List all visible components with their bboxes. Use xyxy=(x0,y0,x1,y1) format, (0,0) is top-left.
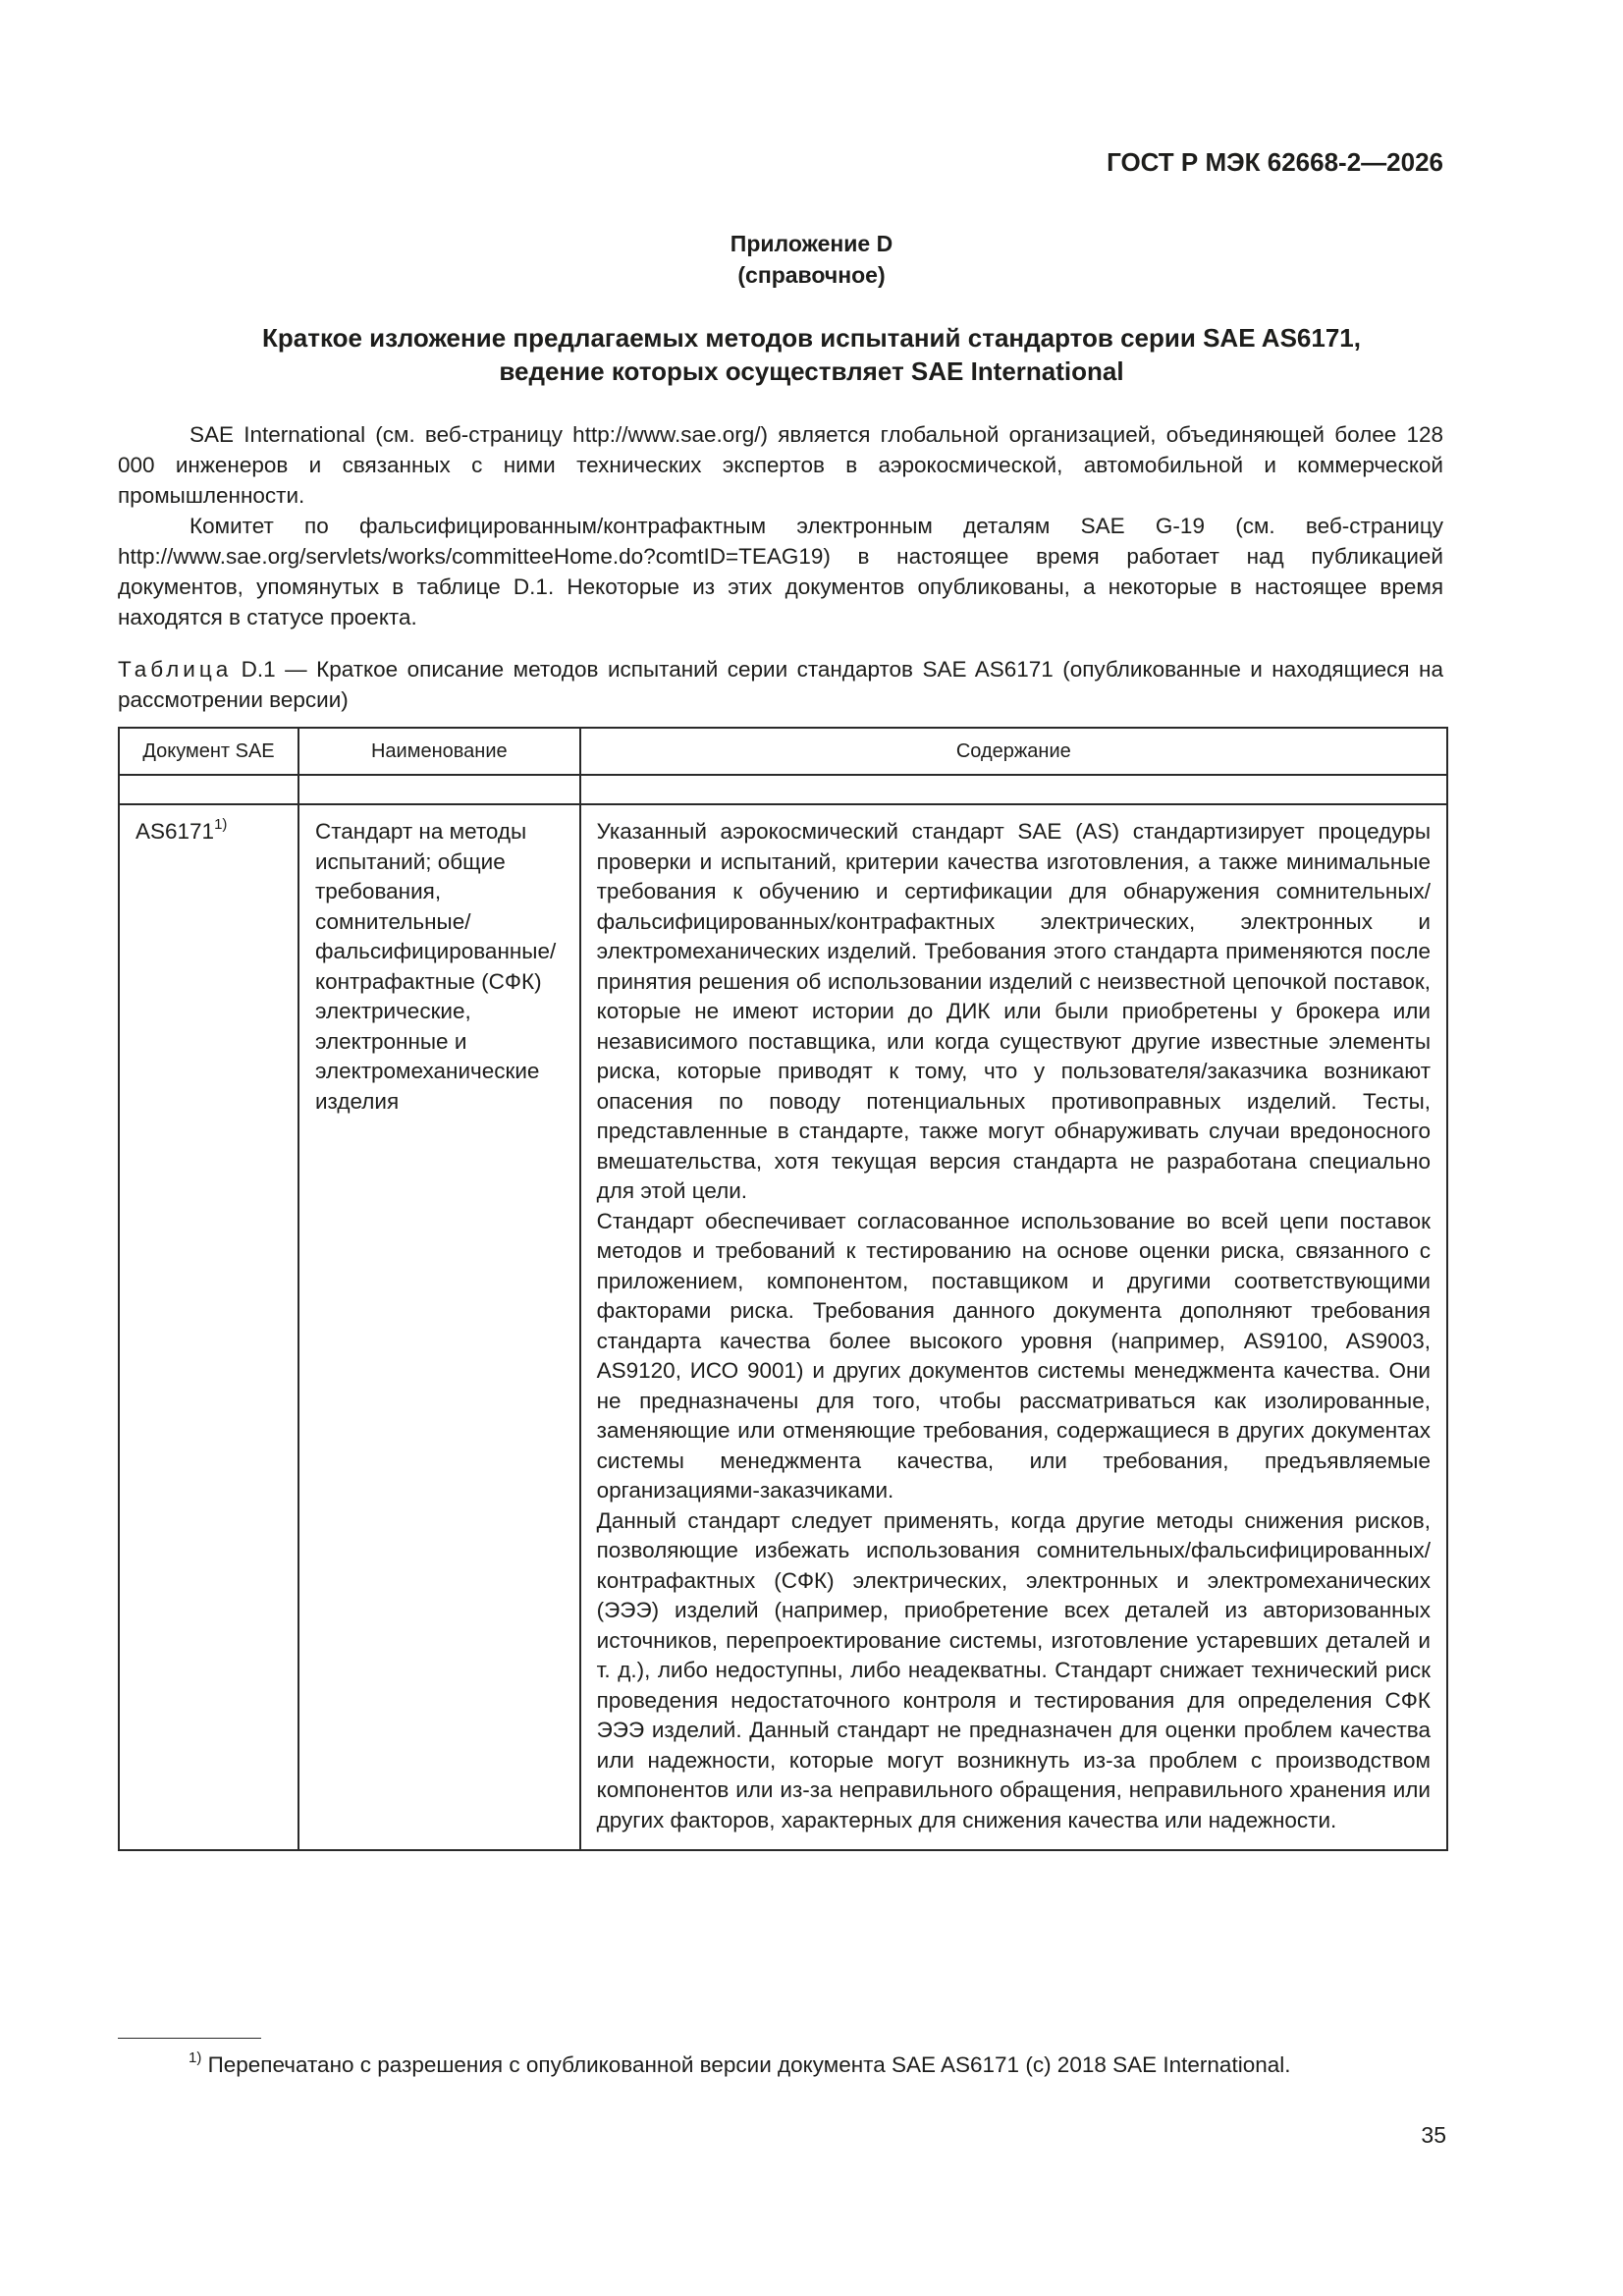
footnote-reference: 1) xyxy=(214,815,228,833)
content-paragraph: Данный стандарт следует применять, когда другие методы снижения рисков, позволяющие избежать использования сомнительных/фальсифицированных/контрафактных (СФК) электрических, электронных и электромеханических (ЭЭЭ) изделий (например, приобретение всех деталей из авторизованных источников, перепроектирование системы, изготовление устаревших деталей и т. д.), либо недоступны, либо неадекватны. Стандарт снижает технический риск проведения недостаточного контроля и тестирования для определения СФК ЭЭЭ изделий. Данный стандарт не предназначен для оценки проблем качества или надежности, которые могут возникнуть из-за проблем с производством компонентов или из-за неправильного обращения, неправильного хранения или других факторов, характерных для снижения качества или надежности. xyxy=(596,1507,1431,1832)
header-separator-row xyxy=(119,775,1447,804)
table-caption-prefix: Таблица xyxy=(118,657,233,682)
intro-paragraph-2-block xyxy=(118,511,1443,632)
separator-cell xyxy=(298,775,580,804)
footnote-text: Перепечатано с разрешения с опубликованной версии документа SAE AS6171 (с) 2018 SAE International. xyxy=(201,2052,1291,2077)
annex-label: Приложение D xyxy=(730,231,893,256)
annex-heading xyxy=(0,228,1623,291)
document-title-line-2: ведение которых осуществляет SAE International xyxy=(499,356,1124,386)
table-caption-text: D.1 — Краткое описание методов испытаний серии стандартов SAE AS6171 (опубликованные и находящиеся на рассмотрении версии) xyxy=(118,657,1443,712)
annex-type: (справочное) xyxy=(737,262,886,288)
header-content: Содержание xyxy=(580,728,1447,775)
table-caption xyxy=(118,654,1443,715)
separator-cell xyxy=(119,775,298,804)
intro-paragraph-1-block xyxy=(118,419,1443,511)
content-cell xyxy=(580,804,1447,1850)
document-code: AS6171 xyxy=(135,819,215,844)
document-cell xyxy=(119,804,298,1850)
separator-cell xyxy=(580,775,1447,804)
header-document: Документ SAE xyxy=(119,728,298,775)
document-title-line-1: Краткое изложение предлагаемых методов испытаний стандартов серии SAE AS6171, xyxy=(262,323,1361,353)
content-paragraph: Стандарт обеспечивает согласованное использование во всей цепи поставок методов и требований к тестированию на основе оценки риска, связанного с приложением, компонентом, поставщиком и другими соответствующими факторами риска. Требования данного документа дополняют требования стандарта качества более высокого уровня (например, AS9100, AS9003, AS9120, ИСО 9001) и других документов системы менеджмента качества. Они не предназначены для того, чтобы рассматриваться как изолированные, заменяющие или отменяющие требования, содержащиеся в других документах системы менеджмента качества, или требования, предъявляемые организациями-заказчиками. xyxy=(596,1208,1431,1503)
content-paragraph: Указанный аэрокосмический стандарт SAE (AS) стандартизирует процедуры проверки и испытаний, критерии качества изготовления, а также минимальные требования к обучению и сертификации для обнаружения сомнительных/фальсифицированных/контрафактных электрических, электронных и электромеханических изделий. Требования этого стандарта применяются после принятия решения об использовании изделий с неизвестной цепочкой поставок, которые не имеют истории до ДИК или были приобретены у брокера или независимого поставщика, или когда существуют другие известные элементы риска, которые приводят к тому, что у пользователя/заказчика возникают опасения по поводу потенциальных противоправных изделий. Тесты, представленные в стандарте, также могут обнаруживать случаи вредоносного вмешательства, хотя текущая версия стандарта не разработана специально для этой цели. xyxy=(596,819,1431,1203)
intro-paragraph-2: Комитет по фальсифицированным/контрафактным электронным деталям SAE G-19 (см. веб-страницу http://www.sae.org/servlets/works/committeeHome.do?comtID=TEAG19) в настоящее время работает над публикацией документов, упомянутых в таблице D.1. Некоторые из этих документов опубликованы, а некоторые в настоящее время находятся в статусе проекта. xyxy=(118,514,1443,629)
standard-code-header: ГОСТ Р МЭК 62668-2—2026 xyxy=(1107,147,1443,177)
intro-paragraph-1: SAE International (см. веб-страницу http://www.sae.org/) является глобальной организацией, объединяющей более 128 000 инженеров и связанных с ними технических экспертов в аэрокосмической, автомобильной и коммерческой промышленности. xyxy=(118,422,1443,508)
methods-table xyxy=(118,727,1448,1851)
header-name: Наименование xyxy=(298,728,580,775)
name-cell: Стандарт на методы испытаний; общие требования, сомнительные/фальсифицированные/контрафактные (СФК) электрические, электронные и электромеханические изделия xyxy=(298,804,580,1850)
table-row xyxy=(119,804,1447,1850)
document-title xyxy=(0,321,1623,388)
table-header-row xyxy=(119,728,1447,775)
page-number: 35 xyxy=(1421,2122,1446,2148)
footnote-mark: 1) xyxy=(189,2049,202,2066)
footnote xyxy=(189,2050,1290,2080)
footnote-divider xyxy=(118,2038,261,2039)
